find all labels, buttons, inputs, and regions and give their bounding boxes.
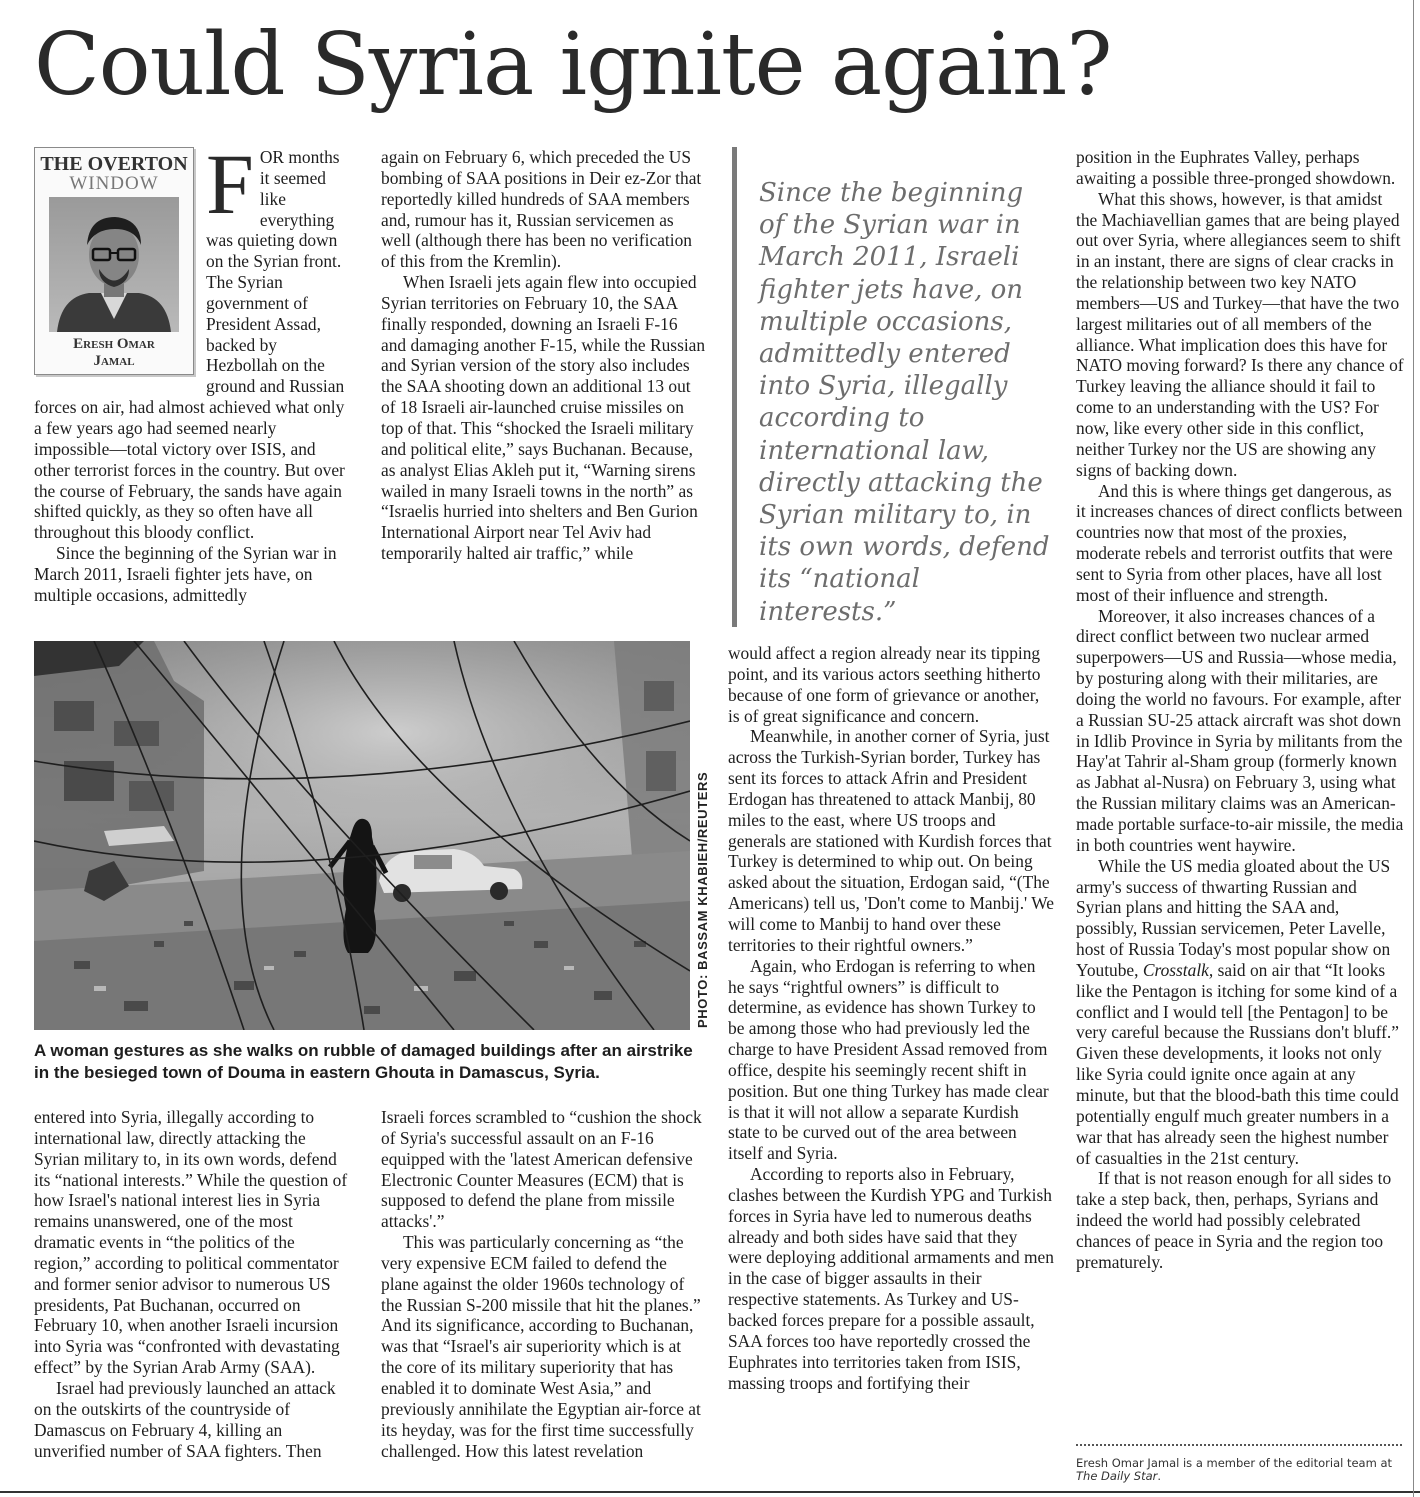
paragraph-text: While the US media gloated about the US army's success of thwarting Russian and Syrian plans and hitting the SAA and, possibly, Russian servicemen, Peter Lavelle, host of Russia Today's most popular show on Youtube,: [1076, 855, 1391, 980]
column-box-title: THE OVERTON: [40, 153, 188, 175]
column-2-bottom: [381, 1107, 706, 1487]
paragraph-text: said on air that “It looks like the Pentagon is itching for some kind of a conflict and I would tell [the Pentagon] to be very careful because the Russians don't bluff.” Given these developments, it looks not only like Syria could ignite once again at any minute, but that the blood-bath this time could potentially engulf much greater numbers in a war that has already seen the highest number of casualties in the 21st century.: [1076, 959, 1399, 1168]
paragraph: Again, who Erdogan is referring to when he says “rightful owners” is difficult to determine, as evidence has shown Turkey to be among those who had previously led the charge to have President Assad removed from office, despite his seemingly recent shift in position. But one thing Turkey has made clear is that it will not allow a separate Kurdish state to be curved out of the area between itself and Syria.: [728, 955, 1049, 1164]
column-1-top: [34, 147, 352, 625]
photo-credit: [690, 641, 714, 1030]
column-box-author: [35, 336, 193, 370]
paragraph: Israeli forces scrambled to “cushion the shock of Syria's successful assault on an F-16 equipped with the 'latest American defensive Electronic Counter Measures (ECM) that is supposed to defend the plane from missile attacks'.”: [381, 1107, 702, 1232]
paragraph: [1076, 856, 1404, 1169]
paragraph: position in the Euphrates Valley, perhaps awaiting a possible three-pronged showdown.: [1076, 147, 1396, 188]
author-name-line1: Eresh Omar: [73, 336, 155, 352]
show-title: Crosstalk,: [1142, 959, 1214, 980]
headline: Could Syria ignite again?: [34, 15, 1112, 115]
paragraph: And this is where things get dangerous, as it increases chances of direct conflicts between countries now that most of the proxies, moderate rebels and terrorist outfits that were sent to Syria from other places, have all lost most of their influence and strength.: [1076, 480, 1403, 605]
paragraph: If that is not reason enough for all sides to take a step back, then, perhaps, Syrians and indeed the world had possibly celebrated chances of peace in Syria and the region too prematurely.: [1076, 1168, 1392, 1272]
publication-name: The Daily Star: [1076, 1469, 1158, 1483]
paragraph: again on February 6, which preceded the US bombing of SAA positions in Deir ez-Zor that reportedly killed hundreds of SAA members and, rumour has it, Russian servicemen as well (although there has been no verification of this from the Kremlin).: [381, 147, 702, 272]
paragraph: Moreover, it also increases chances of a direct conflict between two nuclear armed superpowers—US and Russia—whose media, by posturing along with their militaries, are doing the world no favours. For example, after a Russian SU-25 attack aircraft was shot down in Idlib Province in Syria by militants from the Hay'at Tahrir al-Sham group (formerly known as Jabhat al-Nusra) on February 3, using what the Russian military claims was an American-made portable surface-to-air missile, the media in both countries went haywire.: [1076, 605, 1404, 855]
paragraph: Since the beginning of the Syrian war in March 2011, Israeli fighter jets have, on multiple occasions, admittedly: [34, 543, 337, 605]
column-1-bottom: [34, 1107, 352, 1487]
paragraph: Meanwhile, in another corner of Syria, just across the Turkish-Syrian border, Turkey has sent its forces to attack Afrin and President Erdogan has threatened to attack Manbij, 80 miles to the east, where US troops and generals are stationed with Kurdish forces that Turkey is determined to whip out. On being asked about the situation, Erdogan said, “(The Americans) tell us, 'Don't come to Manbij.' We will come to Manbij to hand over these territories to their rightful owners.”: [728, 726, 1054, 955]
paragraph: What this shows, however, is that amidst the Machiavellian games that are being played out over Syria, where allegiances seem to shift in an instant, there are signs of clear cracks in the relationship between two key NATO members—US and Turkey—that have the two largest militaries out of all members of the alliance. What implication does this have for NATO moving forward? Is there any chance of Turkey leaving the alliance should it fail to come to an understanding with the US? For now, like every other side in this conflict, neither Turkey nor the US are showing any signs of backing down.: [1076, 188, 1404, 480]
bottom-rule: [0, 1491, 1420, 1493]
right-rule: [1413, 0, 1414, 1497]
paragraph: would affect a region already near its tipping point, and its various actors seething hitherto because of one form of grievance or another, is of great significance and concern.: [728, 643, 1041, 726]
photo-caption: A woman gestures as she walks on rubble of damaged buildings after an airstrike in the besieged town of Douma in eastern Ghouta in Damascus, Syria.: [34, 1041, 693, 1082]
column-box-subtitle: WINDOW: [69, 173, 159, 194]
drop-cap: F: [206, 147, 254, 232]
paragraph: When Israeli jets again flew into occupied Syrian territories on February 10, the SAA finally responded, downing an Israeli F-16 and damaging another F-15, while the Russian and Syrian version of the story also includes the SAA shooting down an additional 13 out of 18 Israeli air-launched cruise missiles on top of that. This “shocked the Israeli military and political elite,” says Buchanan. Because, as analyst Elias Akleh put it, “Warning sirens wailed in many Israeli towns in the north” as “Israelis hurried into shelters and Ben Gurion International Airport near Tel Aviv had temporarily halted air traffic,” while: [381, 272, 706, 564]
author-bio-end: .: [1157, 1469, 1162, 1483]
paragraph: According to reports also in February, clashes between the Kurdish YPG and Turkish forces in Syria have led to numerous deaths already and both sides have said that they were deploying additional armaments and men in the case of bigger assaults in their respective statements. As Turkey and US-backed forces prepare for a possible assault, SAA forces too have reportedly crossed the Euphrates into territories taken from ISIS, massing troops and fortifying their: [728, 1164, 1054, 1393]
paragraph: Israel had previously launched an attack on the outskirts of the countryside of Damascus on February 4, killing an unverified number of SAA fighters. Then: [34, 1377, 336, 1461]
bio-divider: [1076, 1444, 1402, 1446]
news-photo: [34, 641, 690, 1030]
column-3: [728, 643, 1054, 1489]
photo-credit-text: PHOTO: BASSAM KHABIEH/REUTERS: [695, 771, 710, 1028]
paragraph-text: OR months it seemed like everything was quieting down on the Syrian front. The Syrian government of President Assad, backed by Hezbollah on the ground and Russian forces on air, had almost achieved what only a few years ago had seemed nearly impossible—total victory over ISIS, and other terrorist forces in the country. But over the course of February, the sands have again shifted quickly, as they so often have all throughout this bloody conflict.: [34, 147, 345, 543]
pull-quote: Since the beginning of the Syrian war in March 2011, Israeli fighter jets have, on multiple occasions, admittedly entered into Syria, illegally according to international law, directly attacking the Syrian military to, in its own words, defend its “national interests.”: [732, 147, 1052, 627]
author-bio-text: Eresh Omar Jamal is a member of the editorial team at: [1076, 1456, 1393, 1470]
author-bio: [1076, 1457, 1406, 1483]
author-name-line2: Jamal: [93, 353, 135, 369]
paragraph: entered into Syria, illegally according to international law, directly attacking the Syrian military to, in its own words, defend its “national interests.” While the question of how Israel's national interest lies in Syria remains unanswered, one of the most dramatic events in “the politics of the region,” according to political commentator and former senior advisor to numerous US presidents, Pat Buchanan, occurred on February 10, when another Israeli incursion into Syria was “confronted with devastating effect” by the Syrian Arab Army (SAA).: [34, 1107, 348, 1378]
paragraph: This was particularly concerning as “the very expensive ECM failed to defend the plane against the older 1960s technology of the Russian S-200 missile that hit the planes.” And its significance, according to Buchanan, was that “Israel's air superiority which is at the core of its military superiority that has enabled it to dominate West Asia,” and previously annihilate the Egyptian air-force at its heyday, was for the first time successfully challenged. How this latest revelation: [381, 1232, 701, 1461]
author-portrait: [49, 197, 179, 332]
column-4: [1076, 147, 1404, 1445]
column-2-top: [381, 147, 706, 625]
column-box: [34, 147, 194, 375]
